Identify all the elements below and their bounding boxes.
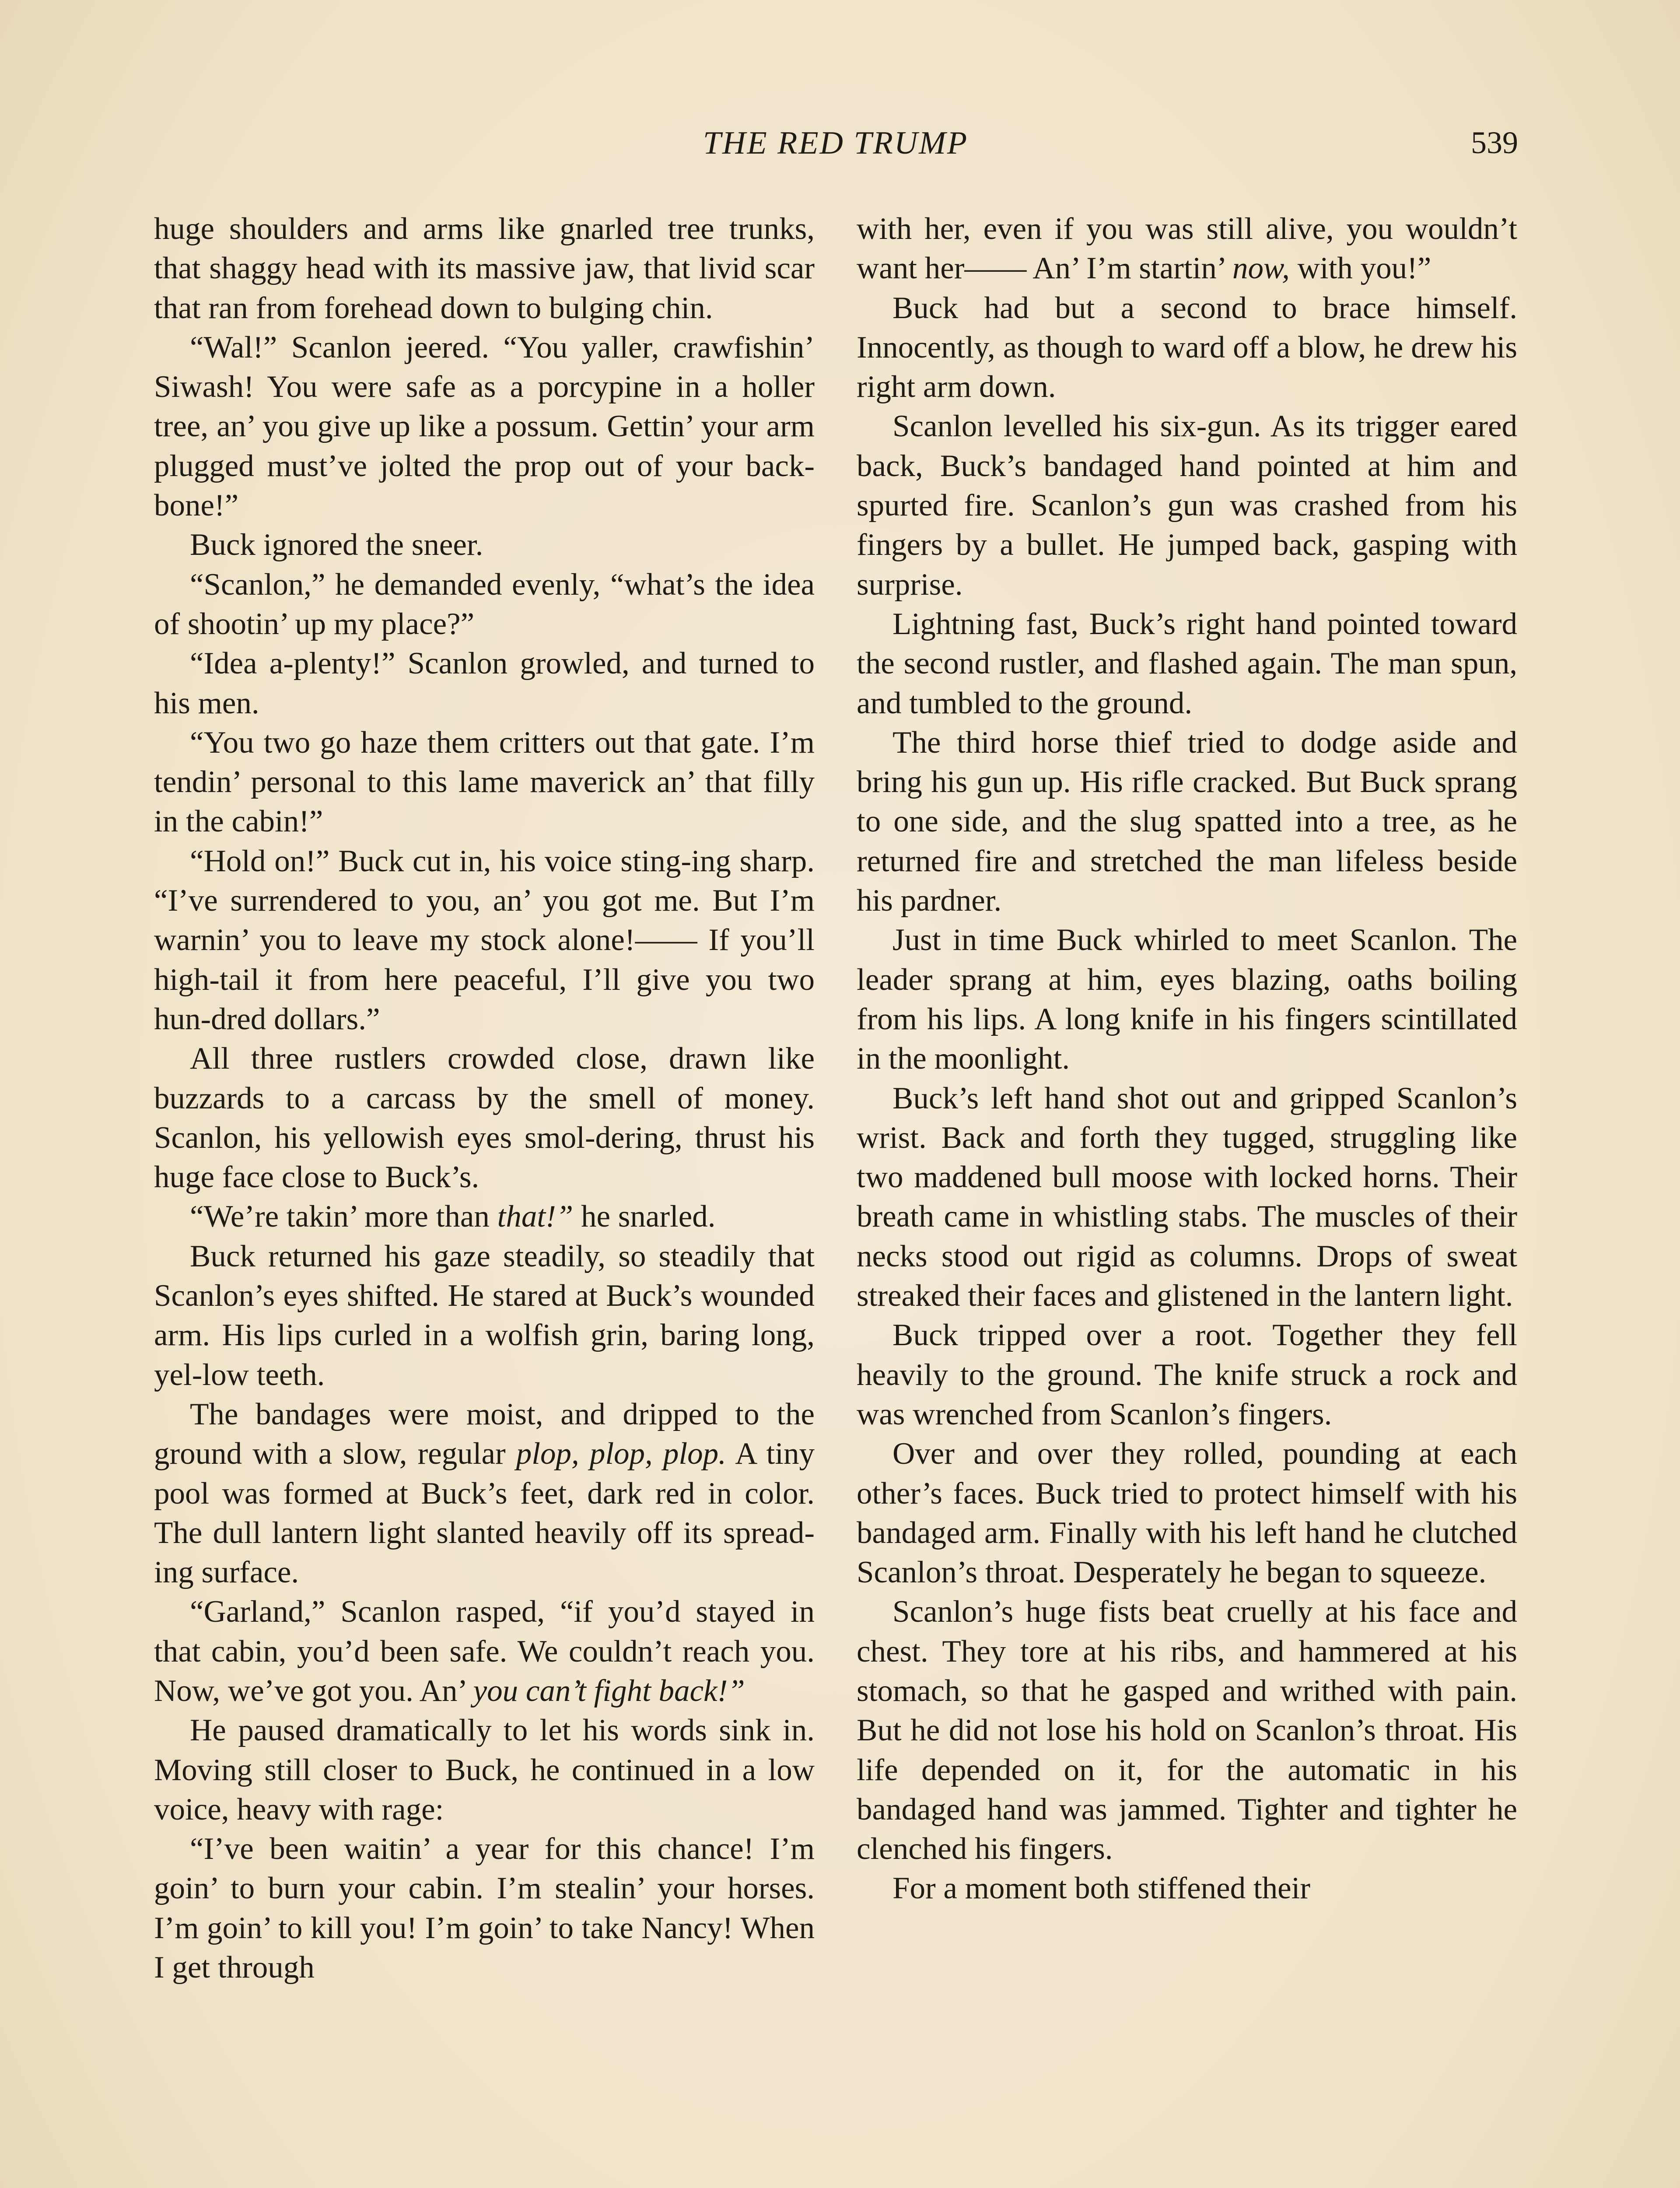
page-header: [153, 125, 1518, 173]
paragraph-text: For a moment both stiffened their: [892, 1871, 1311, 1906]
emphasis-text: plop, plop, plop.: [516, 1437, 726, 1471]
paragraph: [857, 920, 1517, 1078]
paragraph: [154, 328, 815, 525]
paragraph-text: Just in time Buck whirled to meet Scanlon. The leader sprang at him, eyes blazing, oaths boiling from his lips. A long knife in his fingers scintillated in the moonlight.: [857, 923, 1517, 1076]
paragraph: [154, 1395, 815, 1592]
paragraph-text-after: he snarled.: [573, 1199, 716, 1234]
paragraph-text: The bandages were moist, and dripped to the ground with a slow, regular: [154, 1397, 815, 1471]
paragraph-text: with her, even if you was still alive, you wouldn’t want her—— An’ I’m startin’: [857, 212, 1517, 286]
paragraph: [154, 1592, 815, 1711]
paragraph: [857, 209, 1517, 288]
paragraph-text: Buck returned his gaze steadily, so steadily that Scanlon’s eyes shifted. He stared at Buck’s wounded arm. His lips curled in a wolfish grin, baring long, yel-low teeth.: [154, 1239, 815, 1392]
paragraph-text: “I’ve been waitin’ a year for this chance! I’m goin’ to burn your cabin. I’m stealin’ your horses. I’m goin’ to kill you! I’m goin’ to take Nancy! When I get through: [154, 1832, 815, 1985]
paragraph: [857, 723, 1517, 920]
paragraph-text: Buck’s left hand shot out and gripped Scanlon’s wrist. Back and forth they tugged, struggling like two maddened bull moose with locked horns. Their breath came in whistling stabs. The muscles of their necks stood out rigid as columns. Drops of sweat streaked their faces and glistened in the lantern light.: [857, 1081, 1517, 1313]
paragraph-text: “Idea a-plenty!” Scanlon growled, and turned to his men.: [154, 646, 815, 720]
paragraph: [857, 1869, 1517, 1908]
paragraph: [154, 209, 815, 328]
paragraph-text: Buck ignored the sneer.: [190, 528, 483, 562]
paragraph: [857, 1592, 1517, 1869]
page-number: 539: [1471, 125, 1518, 160]
paragraph-text: Lightning fast, Buck’s right hand pointed toward the second rustler, and flashed again. The man spun, and tumbled to the ground.: [857, 607, 1517, 720]
paragraph: [154, 1711, 815, 1829]
paragraph: [154, 1829, 815, 1987]
paragraph: [154, 1197, 815, 1236]
paragraph: [857, 407, 1517, 604]
paragraph-text: “Scanlon,” he demanded evenly, “what’s the idea of shootin’ up my place?”: [154, 567, 815, 641]
running-title: THE RED TRUMP: [703, 125, 969, 161]
paragraph: [154, 1237, 815, 1395]
paragraph-text: Buck had but a second to brace himself. Innocently, as though to ward off a blow, he drew his right arm down.: [857, 291, 1517, 404]
paragraph: [154, 723, 815, 842]
paragraph: [857, 1434, 1517, 1592]
text-column-right: [857, 209, 1517, 2188]
paragraph-text: “You two go haze them critters out that gate. I’m tendin’ personal to this lame maverick an’ that filly in the cabin!”: [154, 725, 815, 839]
paragraph: [154, 565, 815, 644]
paragraph: [154, 842, 815, 1039]
paragraph-text: He paused dramatically to let his words sink in. Moving still closer to Buck, he continued in a low voice, heavy with rage:: [154, 1713, 815, 1827]
paragraph: [857, 1079, 1517, 1316]
paragraph-text-after: with you!”: [1289, 251, 1432, 286]
paragraph-text: “Wal!” Scanlon jeered. “You yaller, crawfishin’ Siwash! You were safe as a porcypine in a holler tree, an’ you give up like a possum. Gettin’ your arm plugged must’ve jolted the prop out of your back-bone!”: [154, 330, 815, 523]
paragraph: [857, 604, 1517, 723]
paragraph-text: huge shoulders and arms like gnarled tree trunks, that shaggy head with its massive jaw, that livid scar that ran from forehead down to bulging chin.: [154, 212, 815, 325]
emphasis-text: now,: [1232, 251, 1290, 286]
paragraph-text: All three rustlers crowded close, drawn like buzzards to a carcass by the smell of money. Scanlon, his yellowish eyes smol-dering, thrust his huge face close to Buck’s.: [154, 1041, 815, 1195]
paragraph-text: Over and over they rolled, pounding at each other’s faces. Buck tried to protect himself with his bandaged arm. Finally with his left hand he clutched Scanlon’s throat. Desperately he began to squeeze.: [857, 1437, 1517, 1590]
paragraph-text: Buck tripped over a root. Together they fell heavily to the ground. The knife struck a rock and was wrenched from Scanlon’s fingers.: [857, 1318, 1517, 1431]
paragraph: [857, 1315, 1517, 1434]
paragraph-text: “Hold on!” Buck cut in, his voice sting-ing sharp. “I’ve surrendered to you, an’ you got me. But I’m warnin’ you to leave my stock alone!—— If you’ll high-tail it from here peaceful, I’ll give you two hun-dred dollars.”: [154, 844, 815, 1036]
emphasis-text: that!”: [497, 1199, 574, 1234]
paragraph-text: The third horse thief tried to dodge aside and bring his gun up. His rifle cracked. But Buck sprang to one side, and the slug spatted into a tree, as he returned fire and stretched the man lifeless beside his pardner.: [857, 725, 1517, 918]
paragraph: [154, 525, 815, 565]
paragraph-text: Scanlon levelled his six-gun. As its trigger eared back, Buck’s bandaged hand pointed at him and spurted fire. Scanlon’s gun was crashed from his fingers by a bullet. He jumped back, gasping with surprise.: [857, 409, 1517, 602]
paragraph: [154, 1039, 815, 1197]
paragraph-text: “We’re takin’ more than: [190, 1199, 490, 1234]
paragraph-text: Scanlon’s huge fists beat cruelly at his face and chest. They tore at his ribs, and hammered at his stomach, so that he gasped and writhed with pain. But he did not lose his hold on Scanlon’s throat. His life depended on it, for the automatic in his bandaged hand was jammed. Tighter and tighter he clenched his fingers.: [857, 1595, 1517, 1866]
paragraph: [154, 644, 815, 723]
text-column-left: [154, 209, 815, 2188]
paragraph: [857, 288, 1517, 407]
paragraph-text-after: A tiny pool was formed at Buck’s feet, dark red in color. The dull lantern light slanted heavily off its spread-ing surface.: [154, 1437, 815, 1590]
emphasis-text: you can’t fight back!”: [473, 1673, 745, 1708]
paragraph-text: “Garland,” Scanlon rasped, “if you’d stayed in that cabin, you’d been safe. We couldn’t reach you. Now, we’ve got you. An’: [154, 1595, 815, 1708]
